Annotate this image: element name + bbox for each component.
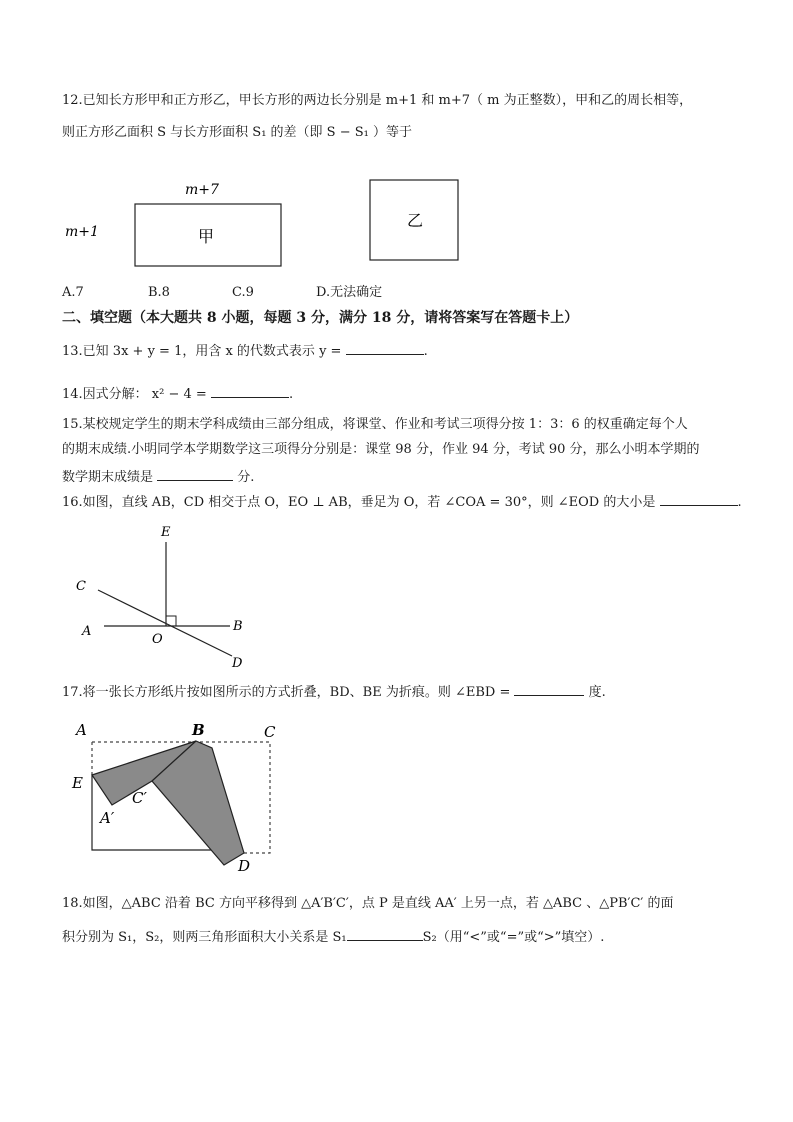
q15-line3 (62, 466, 254, 487)
q18-line2-start: 积分别为 S₁，S₂，则两三角形面积大小关系是 S₁ (62, 930, 347, 945)
q18-answer-blank[interactable] (347, 926, 423, 941)
q16-label-a: A (82, 624, 92, 639)
q12-figure (55, 172, 475, 272)
q18-line2-end: S₂（用“<”或“=”或“>”填空）. (422, 930, 605, 945)
q14-text: 14.因式分解： x² − 4 = (62, 387, 207, 402)
q13-text: 13.已知 3x + y = 1，用含 x 的代数式表示 y = (62, 344, 342, 359)
q17-figure (68, 715, 298, 880)
q15-line2: 的期末成绩.小明同学本学期数学这三项得分分别是：课堂 98 分，作业 94 分，考试 90 分，那么小明本学期的 (62, 442, 700, 457)
q16-label-e: E (161, 525, 171, 540)
q13-answer-blank[interactable] (346, 340, 424, 355)
q15-answer-blank[interactable] (157, 466, 233, 481)
q12-option-b: B.8 (148, 285, 170, 300)
q18-line2 (62, 926, 604, 947)
q14-answer-blank[interactable] (211, 383, 289, 398)
q17-label-b: B (192, 721, 205, 739)
q17-answer-blank[interactable] (514, 681, 584, 696)
q14 (62, 383, 293, 404)
q12-option-a: A.7 (62, 285, 84, 300)
q12-fig-rect-label: 甲 (198, 227, 215, 246)
q16-label-o: O (152, 632, 163, 647)
q16-label-b: B (233, 619, 243, 634)
q17-label-e: E (72, 774, 83, 792)
q17-label-d: D (238, 857, 251, 875)
q17-label-a: A (76, 721, 87, 739)
q12-line2: 则正方形乙面积 S 与长方形面积 S₁ 的差（即 S − S₁ ）等于 (62, 125, 412, 140)
q12-fig-side-label: m+1 (65, 224, 99, 240)
q13-end: . (423, 344, 428, 359)
q15-line1: 15.某校规定学生的期末学科成绩由三部分组成，将课堂、作业和考试三项得分按 1：3：6 的权重确定每个人 (62, 417, 688, 432)
q16-answer-blank[interactable] (660, 491, 738, 506)
q16-figure (70, 522, 260, 672)
q12-option-d: D.无法确定 (316, 285, 383, 300)
q16-line-cd (98, 590, 232, 656)
q17-label-a1: A′ (100, 809, 115, 827)
q12-option-c: C.9 (232, 285, 254, 300)
q16-text: 16.如图，直线 AB，CD 相交于点 O，EO ⊥ AB，垂足为 O，若 ∠COA = 30°，则 ∠EOD 的大小是 (62, 495, 656, 510)
q12-line1: 12.已知长方形甲和正方形乙，甲长方形的两边长分别是 m+1 和 m+7（ m 为正整数），甲和乙的周长相等， (62, 93, 693, 108)
q17 (62, 681, 606, 702)
q14-end: . (288, 387, 294, 402)
q17-end: 度. (588, 685, 606, 700)
q17-label-c1: C′ (132, 789, 147, 807)
q17-label-c: C (264, 723, 276, 741)
q16 (62, 491, 742, 512)
q16-label-d: D (232, 656, 243, 671)
q12-fig-top-label: m+7 (185, 182, 219, 198)
q16-label-c: C (76, 579, 86, 594)
q12-fig-square-label: 乙 (407, 211, 424, 230)
q18-line1: 18.如图，△ABC 沿着 BC 方向平移得到 △A′B′C′，点 P 是直线 AA′ 上另一点，若 △ABC 、△PB′C′ 的面 (62, 896, 674, 911)
q13 (62, 340, 428, 361)
q16-end: . (737, 495, 742, 510)
q17-text: 17.将一张长方形纸片按如图所示的方式折叠，BD、BE 为折痕。则 ∠EBD = (62, 685, 511, 700)
section2-title: 二、填空题（本大题共 8 小题，每题 3 分，满分 18 分，请将答案写在答题卡上） (62, 310, 579, 326)
q15-line3-start: 数学期末成绩是 (62, 470, 154, 485)
q15-line3-end: 分. (237, 470, 255, 485)
